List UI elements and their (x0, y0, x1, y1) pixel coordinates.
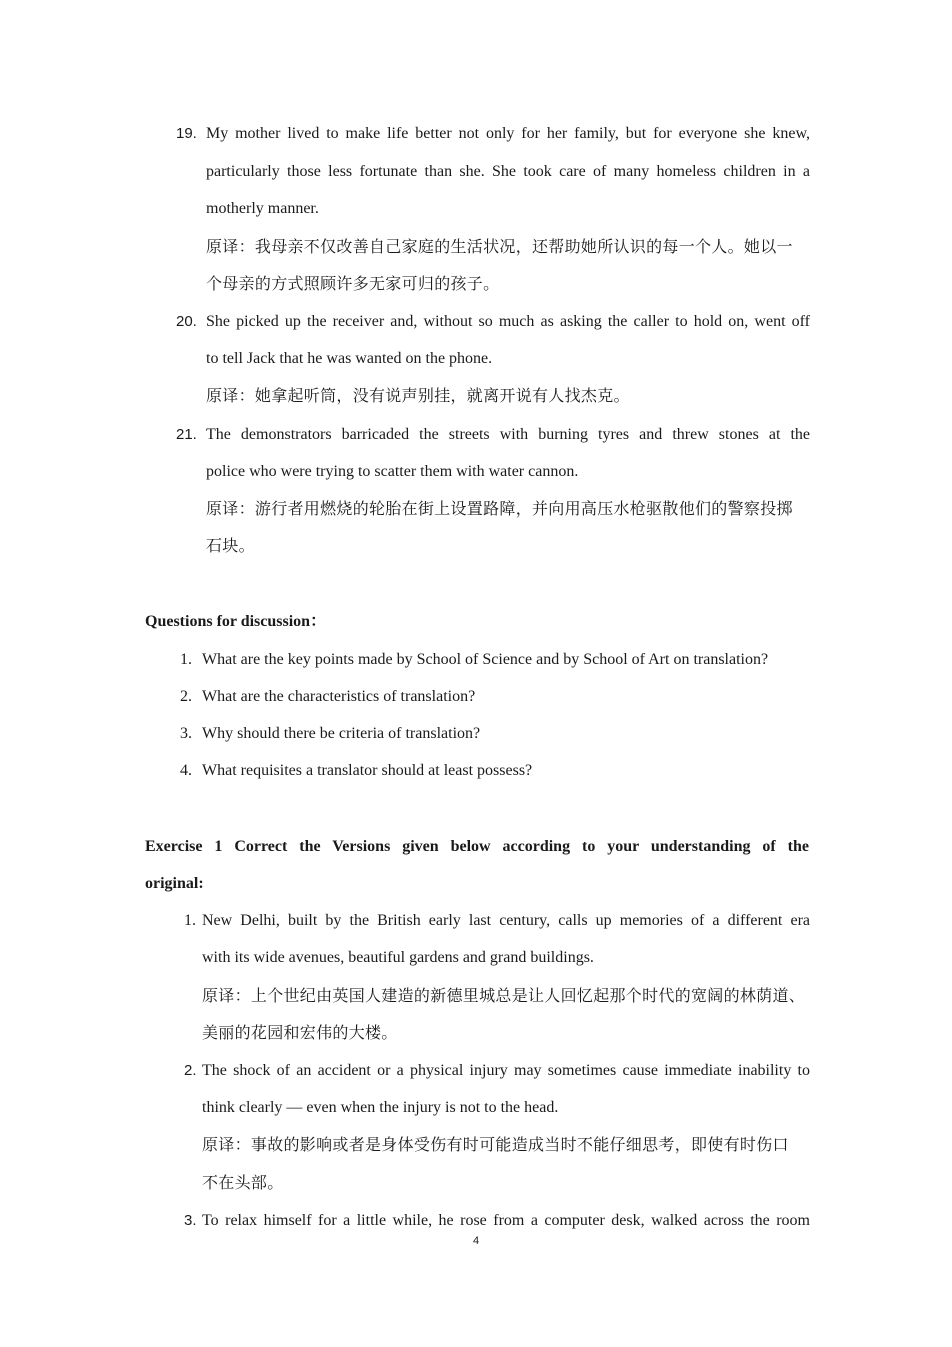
item-text-line: New Delhi, built by the British early last century, calls up memories of a different era (202, 912, 810, 929)
question-text: Why should there be criteria of translation? (202, 725, 481, 742)
item-text-line: The demonstrators barricaded the streets with burning tyres and threw stones at the (206, 426, 810, 443)
translation-line: 石块。 (206, 536, 255, 555)
item-number: 2. (184, 1062, 197, 1079)
translation-line: 美丽的花园和宏伟的大楼。 (202, 1023, 398, 1042)
translation-line: 原译：上个世纪由英国人建造的新德里城总是让人回忆起那个时代的宽阔的林荫道、 (202, 986, 806, 1005)
item-number: 1. (184, 912, 196, 929)
item-number: 3. (184, 1212, 197, 1229)
exercise-heading: Exercise 1 Correct the Versions given below according to your understanding of the (145, 838, 809, 855)
page-number: 4 (472, 1235, 480, 1247)
item-number: 21. (176, 426, 197, 443)
item-text-line: The shock of an accident or a physical injury may sometimes cause immediate inability to (202, 1062, 810, 1079)
question-number: 3. (180, 725, 192, 742)
translation-line: 原译：游行者用燃烧的轮胎在街上设置路障，并向用高压水枪驱散他们的警察投掷 (206, 499, 793, 518)
translation-line: 原译：事故的影响或者是身体受伤有时可能造成当时不能仔细思考，即使有时伤口 (202, 1135, 789, 1154)
item-number: 20. (176, 313, 197, 330)
translation-line: 不在头部。 (202, 1173, 284, 1192)
translation-line: 原译：她拿起听筒，没有说声别挂，就离开说有人找杰克。 (206, 386, 630, 405)
item-text-line: She picked up the receiver and, without so much as asking the caller to hold on, went off (206, 313, 810, 330)
item-number: 19. (176, 125, 197, 142)
question-number: 2. (180, 688, 192, 705)
question-text: What are the characteristics of translation? (202, 688, 476, 705)
question-text: What are the key points made by School of Science and by School of Art on translation? (202, 651, 769, 668)
item-text-line: motherly manner. (206, 200, 319, 217)
item-text-line: To relax himself for a little while, he rose from a computer desk, walked across the room (202, 1212, 810, 1229)
question-number: 4. (180, 762, 192, 779)
item-text-line: particularly those less fortunate than she. She took care of many homeless children in a (206, 163, 810, 180)
item-text-line: with its wide avenues, beautiful gardens and grand buildings. (202, 949, 594, 966)
question-text: What requisites a translator should at least possess? (202, 762, 533, 779)
question-number: 1. (180, 651, 192, 668)
discussion-heading: Questions for discussion： (145, 613, 327, 630)
item-text-line: think clearly — even when the injury is not to the head. (202, 1099, 559, 1116)
translation-line: 原译：我母亲不仅改善自己家庭的生活状况，还帮助她所认识的每一个人。她以一 (206, 237, 793, 256)
item-text-line: to tell Jack that he was wanted on the phone. (206, 350, 493, 367)
exercise-heading-cont: original: (145, 875, 204, 892)
translation-line: 个母亲的方式照顾许多无家可归的孩子。 (206, 274, 500, 293)
item-text-line: My mother lived to make life better not only for her family, but for everyone she knew, (206, 125, 810, 142)
item-text-line: police who were trying to scatter them with water cannon. (206, 463, 579, 480)
